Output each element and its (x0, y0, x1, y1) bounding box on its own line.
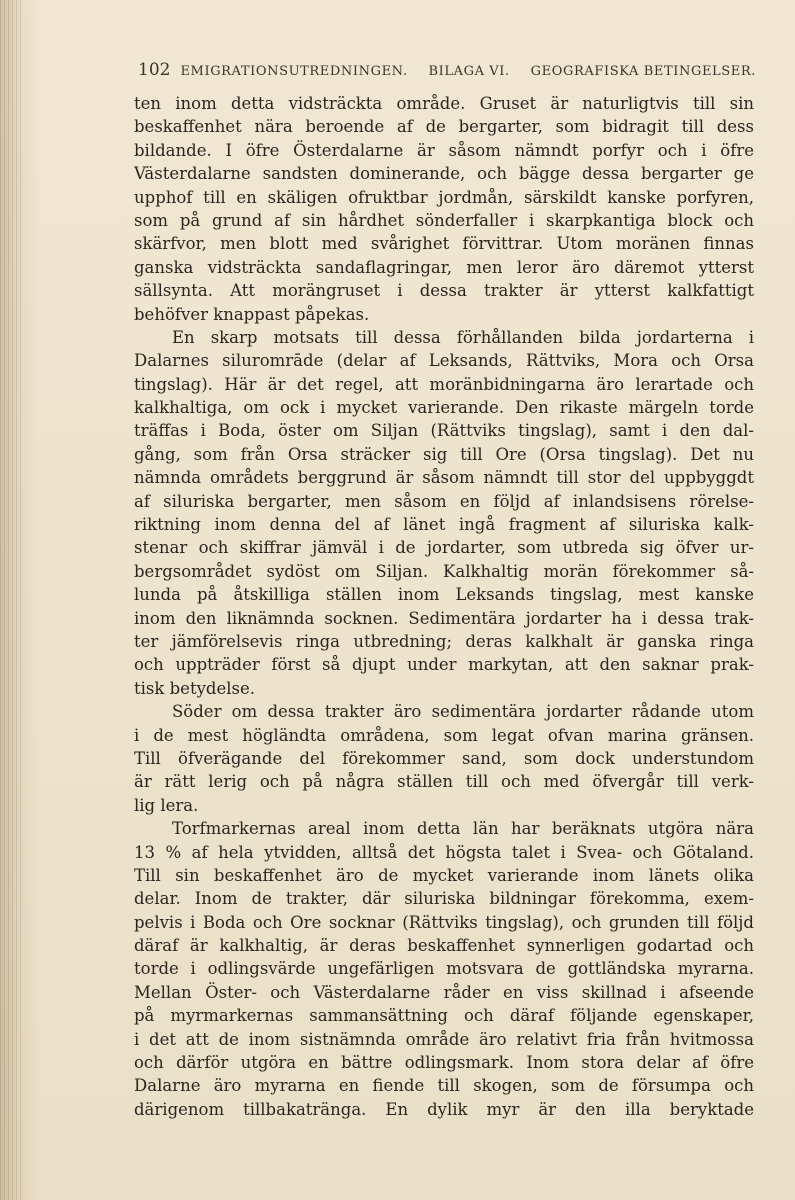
text-line: beskaffenhet nära beroende af de bergarter, som bidragit till dess (134, 117, 754, 137)
text-line: riktning inom denna del af länet ingå fragment af siluriska kalk- (134, 515, 754, 535)
text-line: är rätt lerig och på några ställen till och med öfvergår till verk- (134, 772, 754, 792)
text-line: i de mest högländta områdena, som legat ofvan marina gränsen. (134, 725, 754, 745)
page-header (138, 60, 756, 82)
page-spine-edge (0, 0, 22, 1200)
text-line: i det att de inom sistnämnda område äro relativt fria från hvitmossa (134, 1029, 754, 1049)
text-line: pelvis i Boda och Ore socknar (Rättviks tingslag), och grunden till följd (134, 912, 754, 932)
text-line: Dalarne äro myrarna en fiende till skogen, som de försumpa och (134, 1076, 754, 1096)
running-head-right: GEOGRAFISKA BETINGELSER. (530, 64, 756, 79)
text-line: tingslag). Här är det regel, att moränbidningarna äro lerartade och (134, 374, 754, 394)
text-line: skärfvor, men blott med svårighet förvittrar. Utom moränen finnas (134, 234, 754, 254)
running-head-middle: BILAGA VI. (428, 64, 510, 79)
text-line: af siluriska bergarter, men såsom en följd af inlandsisens rörelse- (134, 491, 754, 511)
text-line: delar. Inom de trakter, där siluriska bildningar förekomma, exem- (134, 889, 754, 909)
text-line: ganska vidsträckta sandaflagringar, men leror äro däremot ytterst (134, 257, 754, 277)
text-line: Dalarnes siluromrāde (delar af Leksands, Rättviks, Mora och Orsa (134, 351, 754, 371)
text-line: bergsområdet sydöst om Siljan. Kalkhaltig morän förekommer så- (134, 561, 754, 581)
text-line: Till öfverägande del förekommer sand, som dock understundom (134, 748, 754, 768)
running-head (180, 64, 756, 79)
text-line: torde i odlingsvärde ungefärligen motsvara de gottländska myrarna. (134, 959, 754, 979)
body-text (134, 92, 754, 1121)
text-line: därigenom tillbakaträngа. En dylik myr är den illa beryktade (134, 1099, 754, 1119)
text-line: kalkhaltiga, om ock i mycket varierande. Den rikaste märgeln torde (134, 398, 754, 418)
text-line: Söder om dessa trakter äro sedimentära jordarter rådande utom (172, 702, 754, 722)
text-line: sällsynta. Att morängruset i dessa trakter är ytterst kalkfattigt (134, 281, 754, 301)
text-line: lig lera. (134, 795, 199, 815)
text-line: Till sin beskaffenhet äro de mycket varierande inom länets olika (134, 865, 754, 885)
text-line: lunda på åtskilliga ställen inom Leksands tingslag, mest kanske (134, 585, 754, 605)
text-line: gång, som från Orsa sträcker sig till Ore (Orsa tingslag). Det nu (134, 444, 754, 464)
text-line: 13 % af hela ytvidden, alltså det högsta talet i Svea- och Götaland. (134, 842, 754, 862)
text-line: ter jämförelsevis ringa utbredning; deras kalkhalt är ganska ringa (134, 631, 754, 651)
text-line: upphof till en skäligen ofruktbar jordmån, särskildt kanske porfyren, (134, 187, 754, 207)
text-line: stenar och skiffrar jämväl i de jordarter, som utbreda sig öfver ur- (134, 538, 754, 558)
text-line: Torfmarkernas areal inom detta län har beräknats utgöra nära (172, 819, 754, 839)
text-line: träffas i Boda, öster om Siljan (Rättviks tingslag), samt i den dal- (134, 421, 754, 441)
page-number: 102 (138, 60, 171, 80)
running-head-left: EMIGRATIONSUTREDNINGEN. (180, 64, 408, 79)
text-line: och uppträder först så djupt under markytan, att den saknar prak- (134, 655, 754, 675)
text-line: behöfver knappast påpekas. (134, 304, 370, 324)
text-line: inom den liknämnda socknen. Sedimentära jordarter ha i dessa trak- (134, 608, 754, 628)
text-line: däraf är kalkhaltig, är deras beskaffenhet synnerligen godartad och (134, 936, 754, 956)
text-line: och därför utgöra en bättre odlingsmark. Inom stora delar af öfre (134, 1053, 754, 1073)
text-line: bildande. I öfre Österdalarne är såsom nämndt porfyr och i öfre (134, 140, 754, 160)
text-line: som på grund af sin hårdhet sönderfaller i skarpkantiga block och (134, 210, 754, 230)
text-line: En skarp motsats till dessa förhållanden bilda jordarterna i (172, 327, 754, 347)
text-line: tisk betydelse. (134, 678, 255, 698)
text-line: ten inom detta vidsträckta område. Gruset är naturligtvis till sin (134, 94, 754, 113)
text-line: på myrmarkernas sammansättning och däraf följande egenskaper, (134, 1006, 754, 1026)
text-line: nämnda områdets berggrund är såsom nämndt till stor del uppbyggdt (134, 468, 754, 488)
text-line: Mellan Öster- och Västerdalarne råder en viss skillnad i afseende (134, 982, 754, 1002)
text-line: Västerdalarne sandsten dominerande, och bägge dessa bergarter ge (134, 164, 754, 184)
